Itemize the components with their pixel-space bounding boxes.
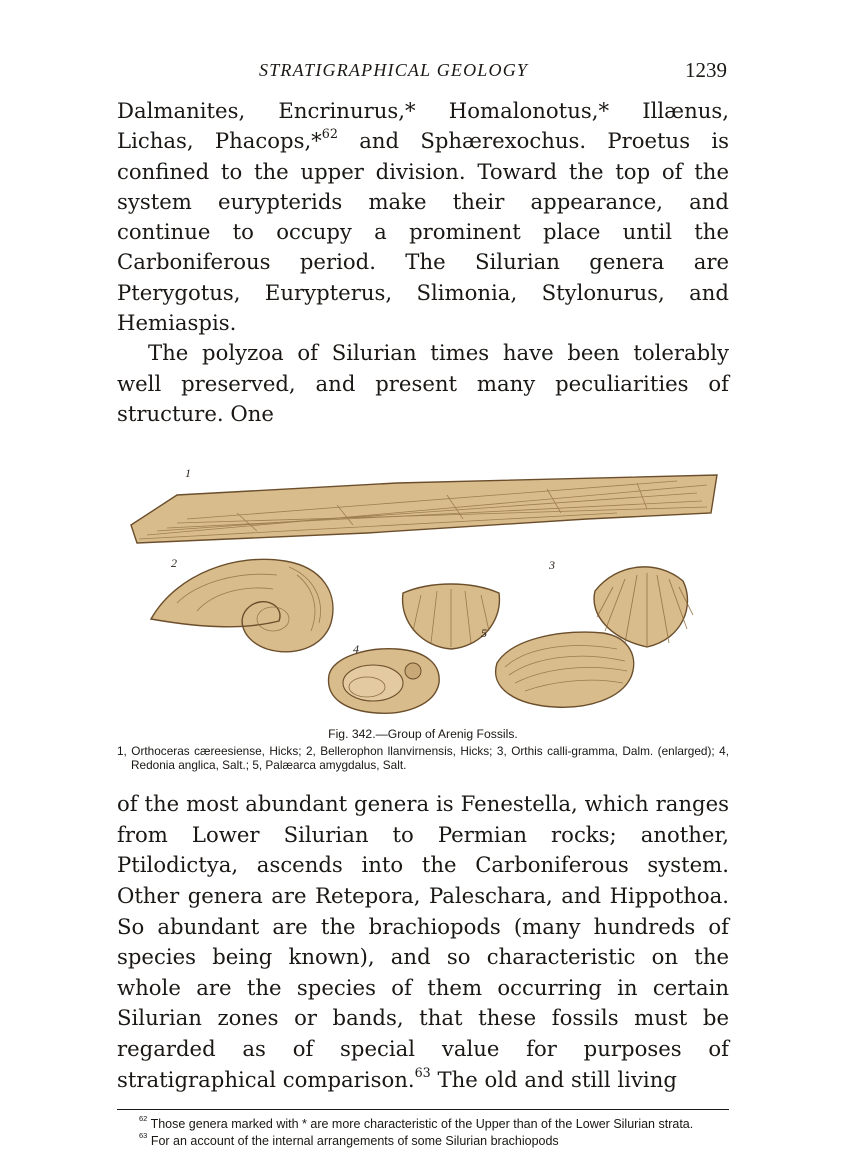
- footnote-divider: [117, 1109, 729, 1110]
- paragraph-polyzoa: [117, 338, 729, 429]
- paragraph-trilobite-genera: [117, 96, 729, 338]
- figure-label-1: 1: [185, 466, 191, 481]
- footnote-number: 63: [139, 1131, 148, 1141]
- fossil-bellerophon: [151, 556, 333, 652]
- paragraph-text: of the most abundant genera is Fenestella, which ranges from Lower Silurian to Permian rocks; another, Ptilodictya, ascends into the Carboniferous system. Other genera are Retepora, Paleschara, and Hippothoa. So abundant are the brachiopods (many hundreds of species being known), and so characteristic on the whole are the species of them occurring in certain Silurian zones or bands, that these fossils must be regarded as of special value for purposes of stratigraphical comparison.: [117, 791, 729, 1092]
- paragraph-text: The polyzoa of Silurian times have been tolerably well preserved, and present many peculiarities of structure. One: [117, 340, 729, 426]
- figure-caption-legend: 1, Orthoceras cæreesiense, Hicks; 2, Bellerophon llanvirnensis, Hicks; 3, Orthis calli-gramma, Dalm. (enlarged); 4, Redonia anglica, Salt.; 5, Palæarca amygdalus, Salt.: [117, 744, 729, 772]
- footnote-text: For an account of the internal arrangements of some Silurian brachiopods: [147, 1134, 559, 1149]
- footnote-reference[interactable]: 62: [321, 126, 338, 142]
- footnote-62: [117, 1116, 729, 1133]
- footnote-reference[interactable]: 63: [414, 1064, 431, 1080]
- figure-label-2: 2: [171, 556, 177, 571]
- figure-label-3: 3: [549, 558, 555, 573]
- fossil-palaearca: [481, 626, 634, 707]
- paragraph-text: Dalmanites, Encrinurus,* Homalonotus,* Illænus, Lichas, Phacops,*: [117, 98, 729, 154]
- fossil-illustration: [117, 443, 729, 723]
- running-head: [117, 58, 729, 88]
- footnote-number: 62: [139, 1114, 148, 1124]
- footnote-text: Those genera marked with * are more characteristic of the Upper than of the Lower Silurian strata.: [147, 1117, 694, 1132]
- paragraph-text: The old and still living: [430, 1066, 677, 1092]
- fossil-redonia: [329, 642, 440, 713]
- footnote-63: [117, 1133, 729, 1150]
- book-page: [117, 58, 729, 1150]
- figure-arenig-fossils: [117, 443, 729, 723]
- fossil-orthoceras: [131, 466, 717, 543]
- footnotes: [117, 1116, 729, 1150]
- figure-label-5: 5: [481, 626, 487, 641]
- paragraph-brachiopods: [117, 789, 729, 1095]
- running-title: STRATIGRAPHICAL GEOLOGY: [259, 60, 529, 80]
- figure-label-4: 4: [353, 642, 359, 657]
- paragraph-text: and Sphærexochus. Proetus is confined to the upper division. Toward the top of the system eurypterids make their appearance, and continue to occupy a prominent place until the Carboniferous period. The Silurian genera are Pterygotus, Eurypterus, Slimonia, Stylonurus, and Hemiaspis.: [117, 128, 729, 336]
- page-number: 1239: [685, 58, 727, 82]
- figure-caption-title: Fig. 342.—Group of Arenig Fossils.: [328, 727, 518, 742]
